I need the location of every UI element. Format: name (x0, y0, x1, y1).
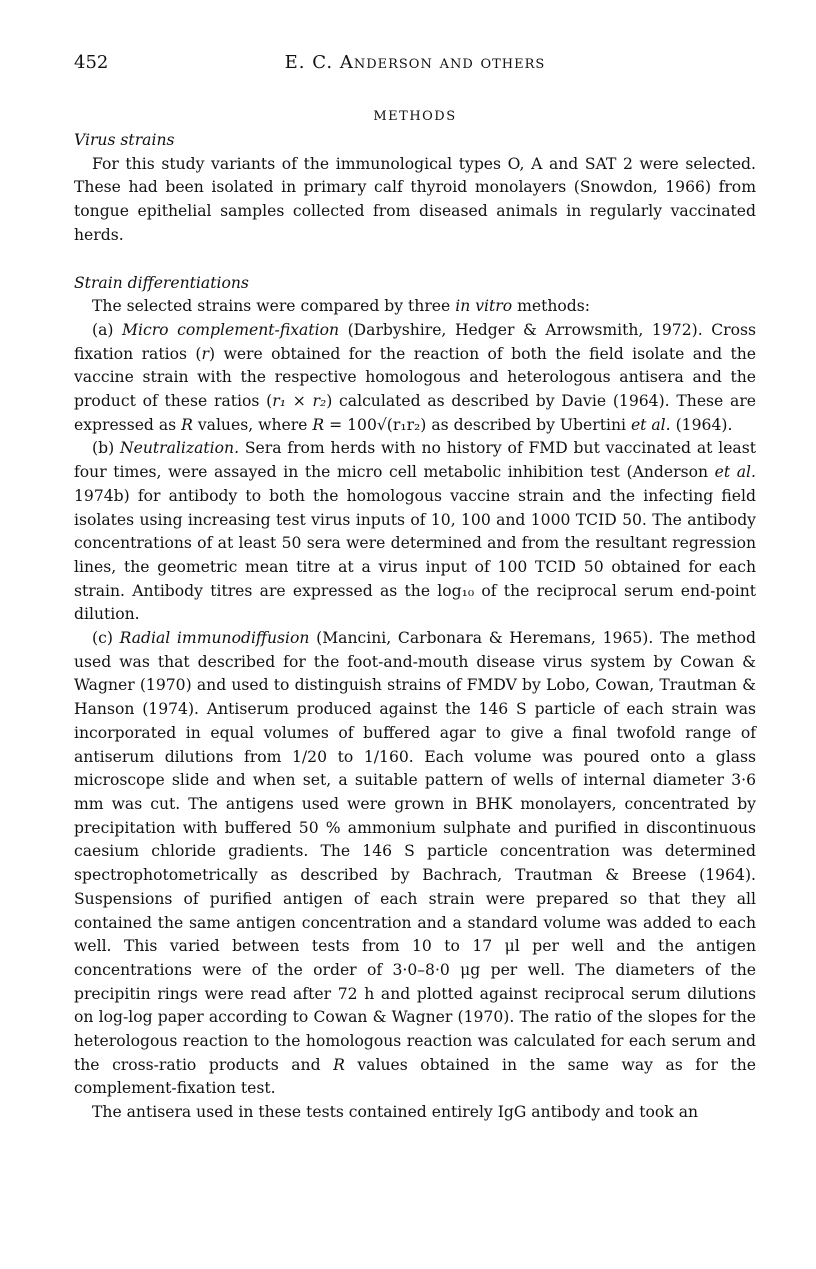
symbol-R: R (181, 415, 193, 434)
et-al: et al. (714, 463, 756, 482)
text: ) were obtained for the reaction of both the field isolate and the vaccine strain with the respective homologous and heterologous antisera and the product of these ratios ( (74, 344, 757, 411)
in-vitro-term: in vitro (455, 297, 513, 316)
method-title-complement-fixation: Micro complement-fixation (122, 320, 340, 339)
method-title-radial-immunodiffusion: Radial immunodiffusion (119, 629, 310, 648)
symbol-R: R (333, 1055, 345, 1074)
running-head (74, 52, 756, 76)
paragraph-gap (74, 248, 756, 272)
paragraph-virus-strains: For this study variants of the immunological types O, A and SAT 2 were selected. These had been isolated in primary calf thyroid monolayers (Snowdon, 1966) from tongue epithelial samples collected from diseased animals in regularly vaccinated herds. (74, 154, 756, 244)
formula: = 100√(r₁r₂) (324, 415, 427, 434)
paragraph-complement-fixation (74, 319, 756, 438)
intro-text: The selected strains were compared by three (92, 297, 456, 316)
ratio-product: r₁ × r₂ (272, 392, 327, 411)
text: values obtained in the same way as for the complement-fixation test. (74, 1055, 756, 1098)
symbol-r: r (201, 344, 209, 363)
intro-text-end: methods: (512, 297, 591, 316)
method-title-neutralization: Neutralization. (119, 439, 240, 458)
text: (Darbyshire, Hedger & Arrowsmith, 1972). Cross fixation ratios ( (74, 320, 756, 363)
et-al: et al. (630, 415, 671, 434)
text: Sera from herds with no history of FMD but vaccinated at least four times, were assayed in the micro cell metabolic inhibition test (Anderson (74, 439, 757, 482)
paragraph-neutralization (74, 437, 756, 627)
paragraph-antisera: The antisera used in these tests contained entirely IgG antibody and took an (92, 1103, 699, 1122)
item-label-b: (b) (92, 439, 120, 458)
page-number: 452 (74, 52, 109, 73)
article-body (74, 105, 756, 1125)
text: 1974b) for antibody to both the homologous vaccine strain and the infecting field isolates using increasing test virus inputs of 10, 100 and 1000 TCID 50. The antibody concentrations of at least 50 sera were determined and from the resultant regression lines, the geometric mean titre at a virus input of 100 TCID 50 obtained for each strain. Antibody titres are expressed as the log₁₀ of the reciprocal serum end-point dilution. (74, 486, 756, 624)
subheading-virus-strains: Virus strains (74, 131, 175, 149)
paragraph-methods-intro (74, 295, 756, 319)
text: (Mancini, Carbonara & Heremans, 1965). The method used was that described for the foot-and-mouth disease virus system by Cowan & Wagner (1970) and used to distinguish strains of FMDV by Lobo, Cowan, Trautman & Hanson (1974). Antiserum produced against the 146 S particle of each strain was incorporated in equal volumes of buffered agar to give a final twofold range of antiserum dilutions from 1/20 to 1/160. Each volume was poured onto a glass microscope slide and when set, a suitable pattern of wells of internal diameter 3·6 mm was cut. The antigens used were grown in BHK monolayers, concentrated by precipitation with buffered 50 % ammonium sulphate and purified in discontinuous caesium chloride gradients. The 146 S particle concentration was determined spectrophotometrically as described by Bachrach, Trautman & Breese (1964). Suspensions of purified antigen of each strain were prepared so that they all contained the same antigen concentration and a standard volume was added to each well. This varied between tests from 10 to 17 μl per well and the antigen concentrations were of the order of 3·0–8·0 μg per well. The diameters of the precipitin rings were read after 72 h and plotted against reciprocal serum dilutions on log-log paper according to Cowan & Wagner (1970). The ratio of the slopes for the heterologous reaction to the homologous reaction was calculated for each serum and the cross-ratio products and (74, 629, 757, 1074)
subheading-strain-differentiations: Strain differentiations (74, 273, 249, 292)
item-label-c: (c) (92, 629, 120, 648)
item-label-a: (a) (92, 320, 123, 339)
text: ) calculated as described by Davie (1964). These are expressed as (74, 392, 757, 434)
text: (1964). (670, 415, 733, 434)
paragraph-radial-immunodiffusion (74, 627, 756, 1101)
section-heading-methods: METHODS (373, 109, 457, 124)
text: values, where (192, 415, 313, 434)
text: as described by Ubertini (426, 415, 631, 434)
running-title: E. C. Anderson and others (284, 52, 546, 73)
symbol-R: R (312, 415, 325, 434)
